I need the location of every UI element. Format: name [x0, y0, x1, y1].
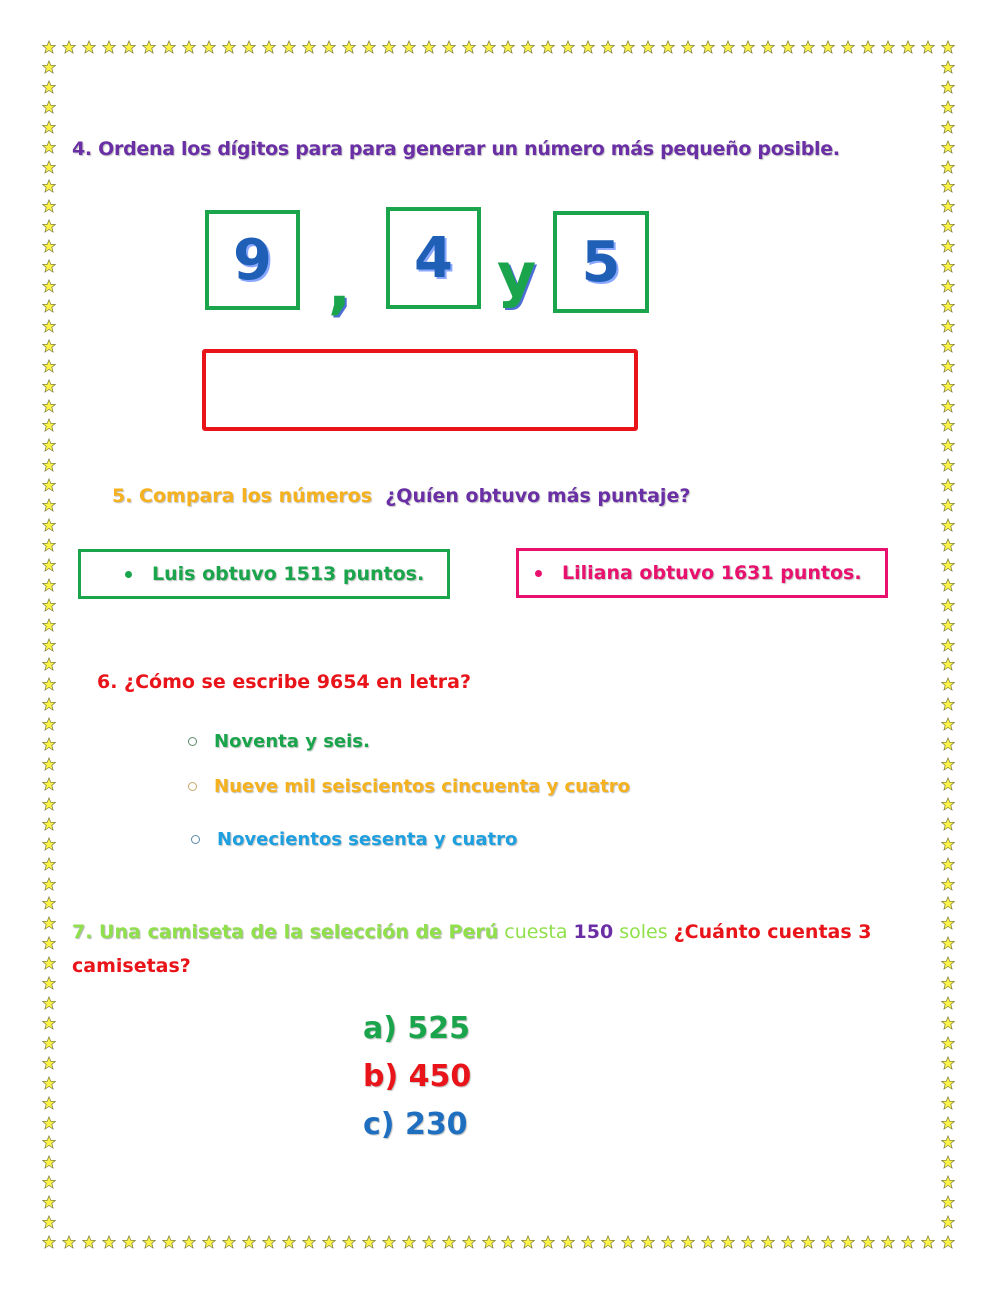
- choice-c[interactable]: c) 230: [363, 1107, 468, 1142]
- star-icon: [482, 40, 496, 54]
- star-icon: [42, 857, 56, 871]
- star-icon: [102, 40, 116, 54]
- star-icon: [42, 498, 56, 512]
- star-icon: [821, 40, 835, 54]
- star-icon: [42, 817, 56, 831]
- star-icon: [541, 1235, 555, 1249]
- star-icon: [402, 40, 416, 54]
- star-icon: [501, 40, 515, 54]
- star-icon: [362, 1235, 376, 1249]
- star-icon: [322, 1235, 336, 1249]
- question-7-price: 150: [573, 921, 614, 943]
- star-icon: [382, 40, 396, 54]
- star-icon: [42, 1175, 56, 1189]
- question-7-part: 7. Una camiseta de la selección de Perú: [72, 921, 499, 943]
- star-icon: [941, 60, 955, 74]
- star-icon: [42, 60, 56, 74]
- option-label: Noventa y seis.: [214, 731, 370, 752]
- star-icon: [342, 40, 356, 54]
- star-icon: [42, 618, 56, 632]
- star-icon: [42, 837, 56, 851]
- star-icon: [941, 618, 955, 632]
- star-icon: [102, 1235, 116, 1249]
- star-icon: [941, 996, 955, 1010]
- star-icon: [322, 40, 336, 54]
- star-icon: [42, 120, 56, 134]
- star-icon: [42, 379, 56, 393]
- star-icon: [42, 199, 56, 213]
- star-icon: [941, 896, 955, 910]
- star-icon: [42, 399, 56, 413]
- star-icon: [282, 1235, 296, 1249]
- star-icon: [42, 40, 56, 54]
- star-icon: [941, 737, 955, 751]
- option-label: Nueve mil seiscientos cincuenta y cuatro: [214, 776, 630, 797]
- star-icon: [541, 40, 555, 54]
- star-icon: [42, 478, 56, 492]
- star-icon: [641, 1235, 655, 1249]
- star-icon: [841, 1235, 855, 1249]
- star-icon: [82, 1235, 96, 1249]
- option-nueve-mil[interactable]: [188, 776, 630, 797]
- star-icon: [941, 638, 955, 652]
- star-icon: [941, 1076, 955, 1090]
- star-icon: [42, 657, 56, 671]
- star-icon: [242, 1235, 256, 1249]
- digit-5: 5: [581, 229, 621, 295]
- digit-tile-4[interactable]: [386, 207, 481, 309]
- star-icon: [581, 40, 595, 54]
- star-icon: [921, 1235, 935, 1249]
- option-noventa-y-seis[interactable]: [188, 731, 370, 752]
- star-icon: [941, 319, 955, 333]
- star-icon: [202, 40, 216, 54]
- star-icon: [941, 817, 955, 831]
- star-icon: [941, 657, 955, 671]
- star-icon: [122, 1235, 136, 1249]
- star-icon: [941, 478, 955, 492]
- star-icon: [941, 199, 955, 213]
- bullet-icon: [125, 571, 132, 578]
- compare-item-luis[interactable]: [78, 549, 450, 599]
- star-icon: [941, 1016, 955, 1030]
- star-icon: [42, 757, 56, 771]
- star-icon: [821, 1235, 835, 1249]
- star-icon: [941, 837, 955, 851]
- star-icon: [681, 1235, 695, 1249]
- star-icon: [501, 1235, 515, 1249]
- star-icon: [42, 239, 56, 253]
- star-icon: [42, 518, 56, 532]
- star-icon: [721, 40, 735, 54]
- star-icon: [42, 179, 56, 193]
- star-icon: [42, 737, 56, 751]
- option-novecientos[interactable]: [191, 829, 517, 850]
- star-icon: [941, 339, 955, 353]
- star-icon: [42, 1076, 56, 1090]
- star-icon: [362, 40, 376, 54]
- star-icon: [462, 40, 476, 54]
- star-icon: [42, 140, 56, 154]
- star-icon: [601, 1235, 615, 1249]
- star-icon: [941, 1096, 955, 1110]
- star-icon: [941, 279, 955, 293]
- star-icon: [442, 1235, 456, 1249]
- and-separator: y: [497, 240, 537, 310]
- digit-9: 9: [233, 227, 272, 293]
- digit-tile-5[interactable]: [553, 211, 649, 313]
- star-icon: [42, 1215, 56, 1229]
- star-icon: [42, 319, 56, 333]
- star-icon: [442, 40, 456, 54]
- star-icon: [781, 1235, 795, 1249]
- star-icon: [941, 598, 955, 612]
- digit-tile-9[interactable]: [205, 210, 300, 310]
- star-icon: [921, 40, 935, 54]
- star-icon: [222, 40, 236, 54]
- star-icon: [941, 80, 955, 94]
- star-icon: [941, 418, 955, 432]
- radio-circle-icon: [191, 835, 200, 844]
- star-icon: [42, 896, 56, 910]
- star-icon: [42, 299, 56, 313]
- star-icon: [941, 100, 955, 114]
- star-icon: [941, 1116, 955, 1130]
- star-icon: [262, 1235, 276, 1249]
- star-icon: [42, 638, 56, 652]
- bullet-icon: [535, 570, 542, 577]
- star-icon: [282, 40, 296, 54]
- star-icon: [42, 100, 56, 114]
- star-icon: [42, 339, 56, 353]
- choice-b[interactable]: b) 450: [363, 1059, 472, 1094]
- star-icon: [302, 1235, 316, 1249]
- star-icon: [941, 1175, 955, 1189]
- star-icon: [42, 877, 56, 891]
- star-icon: [462, 1235, 476, 1249]
- star-icon: [142, 40, 156, 54]
- star-icon: [42, 976, 56, 990]
- star-icon: [941, 976, 955, 990]
- star-icon: [581, 1235, 595, 1249]
- star-icon: [42, 359, 56, 373]
- star-icon: [42, 458, 56, 472]
- star-icon: [941, 140, 955, 154]
- star-icon: [941, 518, 955, 532]
- star-icon: [941, 877, 955, 891]
- star-icon: [122, 40, 136, 54]
- star-icon: [42, 697, 56, 711]
- star-icon: [402, 1235, 416, 1249]
- star-icon: [42, 936, 56, 950]
- star-icon: [941, 1195, 955, 1209]
- star-icon: [42, 438, 56, 452]
- star-icon: [801, 1235, 815, 1249]
- star-icon: [941, 379, 955, 393]
- star-icon: [941, 538, 955, 552]
- star-icon: [861, 40, 875, 54]
- star-icon: [941, 777, 955, 791]
- star-icon: [42, 797, 56, 811]
- star-icon: [42, 259, 56, 273]
- star-icon: [881, 40, 895, 54]
- star-icon: [42, 578, 56, 592]
- star-icon: [941, 120, 955, 134]
- star-icon: [761, 1235, 775, 1249]
- star-icon: [681, 40, 695, 54]
- star-icon: [182, 1235, 196, 1249]
- star-icon: [42, 598, 56, 612]
- star-icon: [941, 219, 955, 233]
- star-icon: [941, 399, 955, 413]
- star-icon: [901, 40, 915, 54]
- star-icon: [142, 1235, 156, 1249]
- star-icon: [82, 40, 96, 54]
- star-icon: [42, 1036, 56, 1050]
- star-icon: [841, 40, 855, 54]
- radio-circle-icon: [188, 737, 197, 746]
- question-4-title: 4. Ordena los dígitos para para generar un número más pequeño posible.: [72, 138, 840, 160]
- star-icon: [941, 1215, 955, 1229]
- star-icon: [242, 40, 256, 54]
- star-icon: [941, 160, 955, 174]
- option-label: Novecientos sesenta y cuatro: [217, 829, 518, 850]
- star-icon: [861, 1235, 875, 1249]
- star-icon: [941, 1036, 955, 1050]
- star-icon: [521, 40, 535, 54]
- star-icon: [621, 40, 635, 54]
- star-icon: [482, 1235, 496, 1249]
- star-icon: [941, 438, 955, 452]
- star-icon: [941, 1135, 955, 1149]
- star-icon: [941, 1155, 955, 1169]
- star-icon: [621, 1235, 635, 1249]
- star-icon: [42, 1135, 56, 1149]
- star-icon: [941, 936, 955, 950]
- star-icon: [601, 40, 615, 54]
- star-icon: [801, 40, 815, 54]
- star-icon: [561, 40, 575, 54]
- radio-circle-icon: [188, 782, 197, 791]
- star-icon: [62, 1235, 76, 1249]
- star-icon: [42, 160, 56, 174]
- star-icon: [42, 1016, 56, 1030]
- star-icon: [42, 1116, 56, 1130]
- star-icon: [941, 916, 955, 930]
- star-icon: [42, 916, 56, 930]
- star-icon: [941, 1235, 955, 1249]
- star-icon: [941, 558, 955, 572]
- star-icon: [881, 1235, 895, 1249]
- star-icon: [262, 40, 276, 54]
- star-icon: [42, 717, 56, 731]
- star-icon: [941, 578, 955, 592]
- star-icon: [901, 1235, 915, 1249]
- star-icon: [941, 299, 955, 313]
- star-icon: [42, 558, 56, 572]
- question-7-title: [72, 915, 922, 983]
- star-icon: [521, 1235, 535, 1249]
- star-icon: [42, 538, 56, 552]
- star-icon: [162, 1235, 176, 1249]
- star-icon: [42, 996, 56, 1010]
- star-icon: [781, 40, 795, 54]
- star-icon: [382, 1235, 396, 1249]
- star-icon: [42, 1155, 56, 1169]
- star-icon: [661, 40, 675, 54]
- star-icon: [941, 239, 955, 253]
- star-icon: [941, 697, 955, 711]
- question-6-title: 6. ¿Cómo se escribe 9654 en letra?: [97, 671, 472, 693]
- star-icon: [422, 1235, 436, 1249]
- star-icon: [42, 956, 56, 970]
- star-icon: [342, 1235, 356, 1249]
- star-icon: [422, 40, 436, 54]
- star-icon: [42, 1056, 56, 1070]
- star-icon: [42, 279, 56, 293]
- comma-separator: ,: [328, 252, 351, 322]
- star-icon: [701, 1235, 715, 1249]
- star-icon: [761, 40, 775, 54]
- star-icon: [62, 40, 76, 54]
- star-icon: [641, 40, 655, 54]
- star-icon: [941, 259, 955, 273]
- star-icon: [941, 757, 955, 771]
- star-icon: [42, 777, 56, 791]
- star-icon: [42, 219, 56, 233]
- star-icon: [162, 40, 176, 54]
- star-icon: [941, 797, 955, 811]
- compare-item-text: Luis obtuvo 1513 puntos.: [152, 563, 425, 585]
- star-icon: [941, 956, 955, 970]
- star-icon: [741, 1235, 755, 1249]
- star-icon: [941, 40, 955, 54]
- star-icon: [941, 717, 955, 731]
- question-5-question: ¿Quíen obtuvo más puntaje?: [385, 485, 691, 507]
- star-icon: [202, 1235, 216, 1249]
- star-icon: [941, 857, 955, 871]
- question-7-question: ¿Cuánto cuentas 3 camisetas?: [72, 921, 872, 977]
- star-icon: [941, 458, 955, 472]
- star-icon: [941, 179, 955, 193]
- star-icon: [941, 498, 955, 512]
- compare-item-liliana[interactable]: [516, 548, 888, 598]
- compare-item-text: Liliana obtuvo 1631 puntos.: [562, 562, 862, 584]
- digit-4: 4: [414, 225, 453, 291]
- star-icon: [42, 677, 56, 691]
- question-5-title: [112, 485, 690, 507]
- star-icon: [741, 40, 755, 54]
- star-icon: [42, 418, 56, 432]
- star-icon: [42, 80, 56, 94]
- star-icon: [701, 40, 715, 54]
- star-icon: [182, 40, 196, 54]
- answer-input-box[interactable]: [202, 349, 638, 431]
- star-icon: [941, 677, 955, 691]
- choice-a[interactable]: a) 525: [363, 1011, 471, 1046]
- star-icon: [721, 1235, 735, 1249]
- star-icon: [941, 1056, 955, 1070]
- star-icon: [561, 1235, 575, 1249]
- star-icon: [42, 1235, 56, 1249]
- star-icon: [222, 1235, 236, 1249]
- question-5-number: 5. Compara los números: [112, 485, 373, 507]
- star-icon: [42, 1195, 56, 1209]
- star-icon: [302, 40, 316, 54]
- star-icon: [42, 1096, 56, 1110]
- star-icon: [661, 1235, 675, 1249]
- question-7-part: soles: [613, 921, 674, 943]
- question-7-part: cuesta: [498, 921, 574, 943]
- star-icon: [941, 359, 955, 373]
